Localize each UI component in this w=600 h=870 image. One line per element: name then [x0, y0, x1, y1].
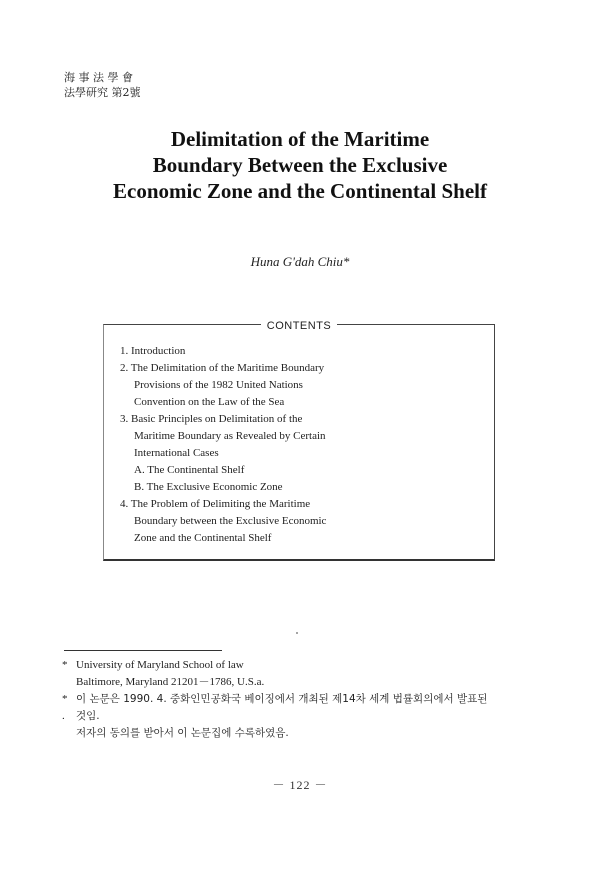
journal-society-name: 海 事 法 學 會: [64, 71, 133, 84]
footnote-marker: *: [62, 659, 68, 671]
toc-item-2-cont: Convention on the Law of the Sea: [134, 396, 285, 408]
toc-item-4-cont: Boundary between the Exclusive Economic: [134, 515, 327, 527]
title-line-2: Boundary Between the Exclusive: [152, 153, 448, 177]
footnote-marker: .: [62, 710, 65, 722]
footnote-line: [62, 708, 542, 725]
toc-item-3-cont: International Cases: [134, 447, 219, 459]
footnote-address: Baltimore, Maryland 21201－1786, U.S.a.: [76, 676, 265, 688]
journal-issue: 法學研究 第2號: [64, 86, 141, 99]
toc-item-1: 1. Introduction: [120, 345, 186, 357]
table-of-contents: [120, 343, 480, 547]
scan-speck: [296, 632, 298, 634]
footnotes: [62, 657, 542, 742]
toc-item-3-cont: Maritime Boundary as Revealed by Certain: [134, 430, 326, 442]
footnote-affiliation: University of Maryland School of law: [76, 659, 244, 671]
toc-subitem-a: A. The Continental Shelf: [134, 464, 245, 476]
toc-item-4: 4. The Problem of Delimiting the Maritime: [120, 498, 311, 510]
contents-heading: CONTENTS: [261, 320, 338, 332]
footnote-line: [62, 657, 542, 674]
footnote-line: [62, 691, 542, 708]
paper-title: [40, 126, 560, 204]
toc-item-3: 3. Basic Principles on Delimitation of the: [120, 413, 303, 425]
toc-item-2: 2. The Delimitation of the Maritime Boundary: [120, 362, 325, 374]
author-name: Huna G'dah Chiu*: [250, 254, 350, 269]
footnote-marker: *: [62, 693, 68, 705]
title-line-1: Delimitation of the Maritime: [170, 127, 430, 151]
footnote-consent-note: 저자의 동의를 받아서 이 논문집에 수록하였음.: [76, 727, 289, 739]
toc-item-4-cont: Zone and the Continental Shelf: [134, 532, 272, 544]
toc-item-2-cont: Provisions of the 1982 United Nations: [134, 379, 303, 391]
toc-subitem-b: B. The Exclusive Economic Zone: [134, 481, 283, 493]
footnote-line: [62, 674, 542, 691]
footnote-rule: [64, 650, 222, 651]
journal-header: [64, 70, 141, 100]
footnote-presentation-note-cont: 것임.: [76, 710, 100, 722]
title-line-3: Economic Zone and the Continental Shelf: [113, 179, 487, 203]
footnote-line: [62, 725, 542, 742]
contents-box: [103, 320, 495, 561]
footnote-presentation-note: 이 논문은 1990. 4. 중화인민공화국 베이징에서 개최된 제14차 세계 법률회의에서 발표된: [76, 693, 488, 705]
page-number: － 122 －: [272, 778, 328, 792]
